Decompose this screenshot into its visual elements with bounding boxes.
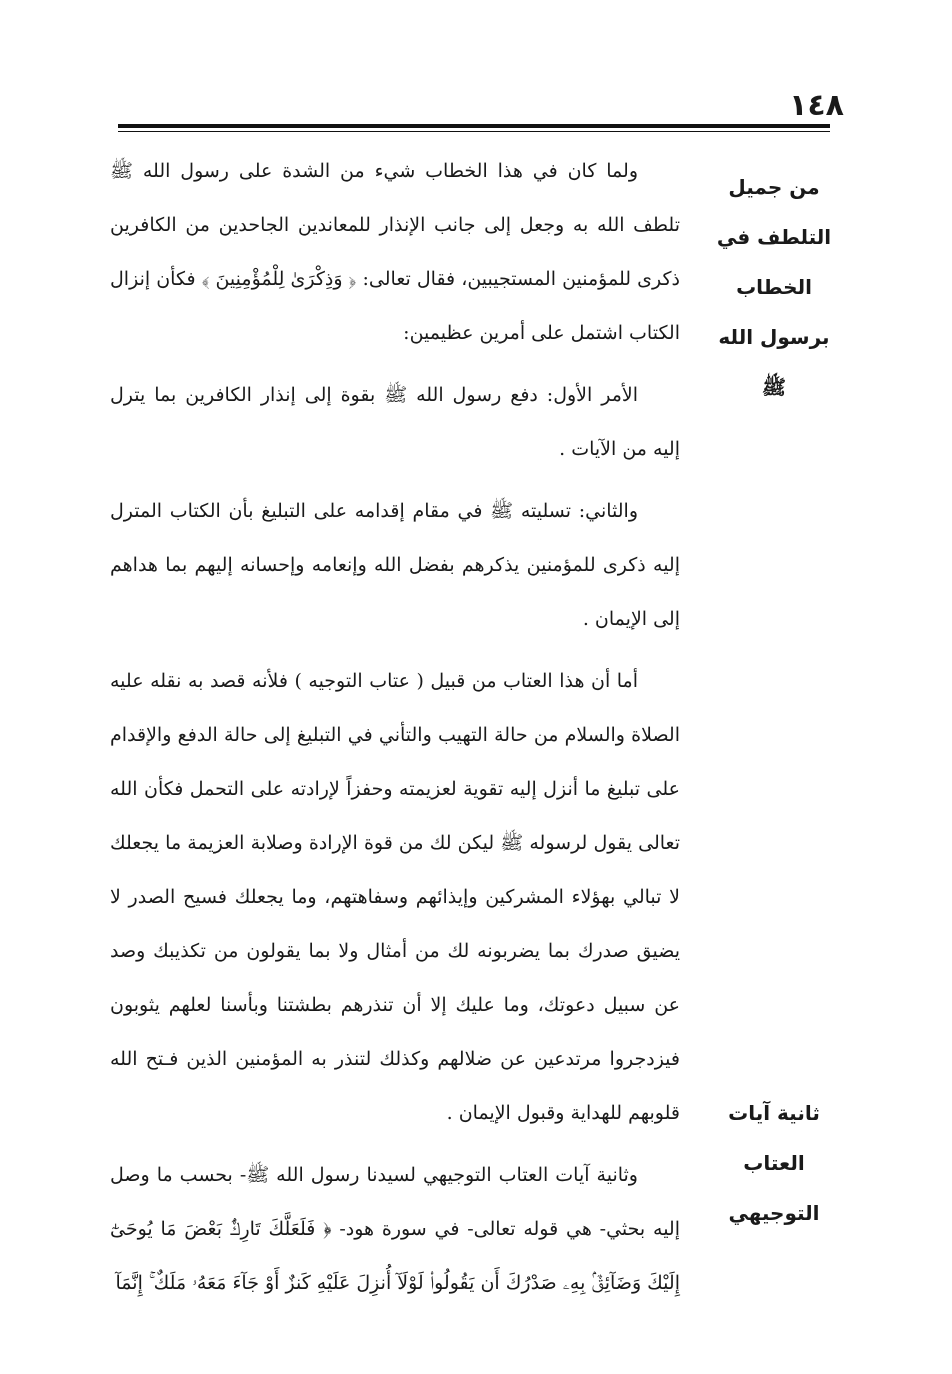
margin-note-line: ثانية آيات	[728, 1101, 820, 1125]
paragraph: أما أن هذا العتاب من قبيل ( عتاب التوجيه ) فلأنه قصد به نقله عليه الصلاة والسلام من حالة التهيب والتأني في التبليغ إلى حالة الدفع والإقدام على تبليغ ما أنزل إليه تقوية لعزيمته وحفزاً لإرادته على التحمل فكأن الله تعالى يقول لرسوله ﷺ ليكن لك من قوة الإرادة وصلابة العزيمة ما يجعلك لا تبالي بهؤلاء المشركين وإيذائهم وسفاهتهم، وما يجعلك فسيح الصدر لا يضيق صدرك بما يضربونه لك من أمثال ولا بما يقولون من تكذيبك وصد عن سبيل دعوتك، وما عليك إلا أن تنذرهم بطشتنا وبأسنا لعلهم يثوبون فيزدجروا مرتدعين عن ضلالهم وكذلك لتنذر به المؤمنين الذين فـتح الله قلوبهم للهداية وقبول الإيمان .	[110, 670, 680, 1124]
paragraph: والثاني: تسليته ﷺ في مقام إقدامه على التبليغ بأن الكتاب المترل إليه ذكرى للمؤمنين يذكرهم بفضل الله وإنعامه وإحسانه إليهم بما هداهم إلى الإيمان .	[110, 500, 680, 630]
paragraph: وثانية آيات العتاب التوجيهي لسيدنا رسول الله ﷺ- بحسب ما وصل إليه بحثي- هي قوله تعالى- في سورة هود- ﴿ فَلَعَلَّكَ تَارِكٌۢ بَعْضَ مَا يُوحَىٰٓ إِلَيْكَ وَضَآئِقٌۢ بِهِۦ صَدْرُكَ أَن يَقُولُوا۟ لَوْلَآ أُنزِلَ عَلَيْهِ كَنزٌ أَوْ جَآءَ مَعَهُۥ مَلَكٌ ۚ إِنَّمَآ	[110, 1164, 680, 1294]
margin-note-second-verse	[704, 1088, 844, 1238]
paragraph: الأمر الأول: دفع رسول الله ﷺ بقوة إلى إنذار الكافرين بما يترل إليه من الآيات .	[110, 384, 680, 460]
margin-note-line: الخطاب	[736, 275, 812, 299]
margin-note-line: العتاب	[743, 1151, 805, 1175]
margin-note-line: التلطف في	[716, 225, 832, 249]
margin-note-gentleness	[704, 162, 844, 412]
margin-note-line: التوجيهي	[728, 1201, 820, 1225]
page-number: ١٤٨	[789, 88, 844, 123]
header-rule-thick	[118, 124, 830, 128]
paragraph: ولما كان في هذا الخطاب شيء من الشدة على رسول الله ﷺ تلطف الله به وجعل إلى جانب الإنذار للمعاندين الجاحدين من الكافرين ذكرى للمؤمنين المستجيبين، فقال تعالى: ﴿ وَذِكْرَىٰ لِلْمُؤْمِنِينَ ﴾ فكأن إنزال الكتاب اشتمل على أمرين عظيمين:	[110, 160, 680, 344]
main-text	[110, 144, 680, 1318]
margin-note-line: برسول الله ﷺ	[718, 325, 830, 399]
header-rule-thin	[118, 131, 830, 132]
margin-note-line: من جميل	[728, 175, 820, 199]
